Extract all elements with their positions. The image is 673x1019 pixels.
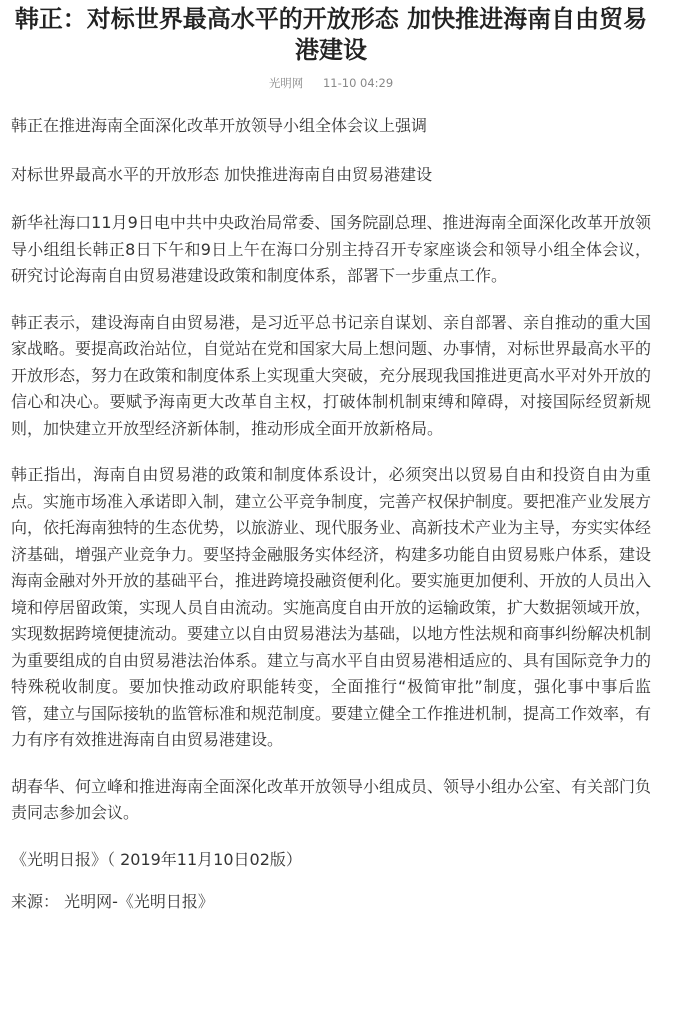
article-title: 韩正：对标世界最高水平的开放形态 加快推进海南自由贸易港建设 bbox=[14, 5, 648, 64]
article-paragraph: 对标世界最高水平的开放形态 加快推进海南自由贸易港建设 bbox=[11, 164, 433, 184]
edition-note: 《光明日报》（ 2019年11月10日02版） bbox=[11, 849, 302, 869]
article-paragraph: 韩正在推进海南全面深化改革开放领导小组全体会议上强调 bbox=[11, 116, 428, 135]
article-body bbox=[11, 113, 651, 915]
article-time: 11-10 04:29 bbox=[322, 76, 394, 90]
article-paragraph: 韩正指出，海南自由贸易港的政策和制度体系设计，必须突出以贸易自由和投资自由为重点。实施市场准入承诺即入制，建立公平竞争制度，完善产权保护制度。要把准产业发展方向，依托海南独特的生态优势，以旅游业、现代服务业、高新技术产业为主导，夯实实体经济基础，增强产业竞争力。要坚持金融服务实体经济，构建多功能自由贸易账户体系，建设海南金融对外开放的基础平台，推进跨境投融资便利化。要实施更加便利、开放的人员出入境和停居留政策，实现人员自由流动。实施高度自由开放的运输政策，扩大数据领域开放，实现数据跨境便捷流动。要建立以自由贸易港法为基础，以地方性法规和商事纠纷解决机制为重要组成的自由贸易港法治体系。建立与高水平自由贸易港相适应的、具有国际竞争力的特殊税收制度。要加快推动政府职能转变，全面推行“极简审批”制度，强化事中事后监管，建立与国际接轨的监管标准和规范制度。要建立健全工作推进机制，提高工作效率，有力有序有效推进海南自由贸易港建设。 bbox=[11, 465, 652, 749]
article-paragraph: 胡春华、何立峰和推进海南全面深化改革开放领导小组成员、领导小组办公室、有关部门负责同志参加会议。 bbox=[11, 776, 652, 822]
article-paragraph: 韩正表示，建设海南自由贸易港，是习近平总书记亲自谋划、亲自部署、亲自推动的重大国家战略。要提高政治站位，自觉站在党和国家大局上想问题、办事情，对标世界最高水平的开放形态，努力在政策和制度体系上实现重大突破，充分展现我国推进更高水平对外开放的信心和决心。要赋予海南更大改革自主权，打破体制机制束缚和障碍，对接国际经贸新规则，加快建立开放型经济新体制，推动形成全面开放新格局。 bbox=[11, 312, 652, 438]
article-paragraph: 新华社海口11月9日电中共中央政治局常委、国务院副总理、推进海南全面深化改革开放领导小组组长韩正8日下午和9日上午在海口分别主持召开专家座谈会和领导小组全体会议，研究讨论海南自由贸易港建设政策和制度体系，部署下一步重点工作。 bbox=[11, 213, 651, 285]
source-line: 来源： 光明网-《光明日报》 bbox=[11, 891, 214, 911]
article-source[interactable]: 光明网 bbox=[268, 76, 304, 90]
article-meta bbox=[11, 75, 651, 91]
